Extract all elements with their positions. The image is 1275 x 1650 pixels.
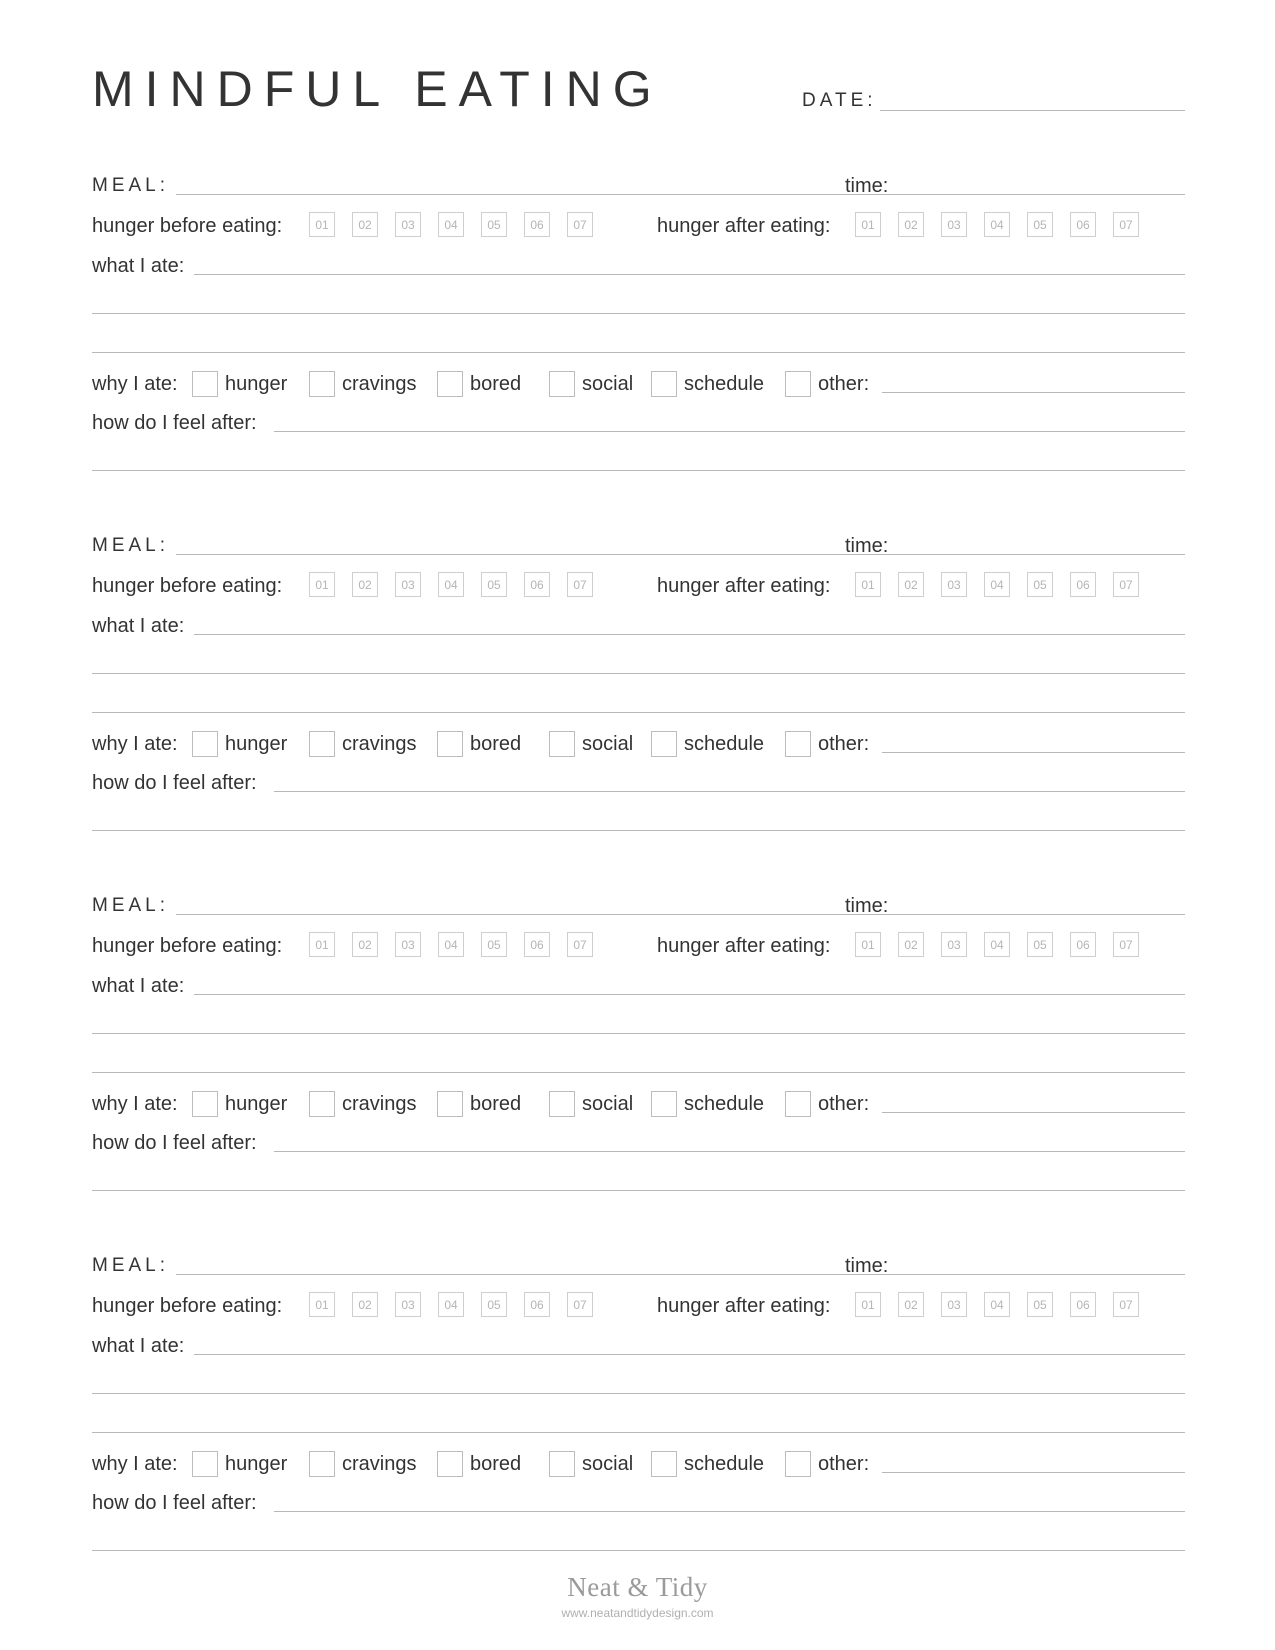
what-ate-row: [92, 614, 1185, 644]
reason-bored-label: bored: [470, 1453, 522, 1475]
reason-bored-label: bored: [470, 1093, 522, 1115]
feel-row: [92, 771, 1185, 801]
feel-line-1[interactable]: [274, 431, 1185, 432]
why-ate-label: why I ate:: [92, 1453, 178, 1475]
hunger-before-3[interactable]: 03: [395, 572, 421, 597]
hunger-before-scale: [309, 212, 593, 237]
reason-other-label: other:: [818, 1453, 870, 1475]
hunger-before-scale: [309, 932, 593, 957]
hunger-before-1[interactable]: 01: [309, 1292, 335, 1317]
hunger-after-2[interactable]: 02: [898, 212, 924, 237]
what-ate-row: [92, 974, 1185, 1004]
reason-bored-label: bored: [470, 733, 522, 755]
feel-label: how do I feel after:: [92, 1132, 257, 1154]
meal-section-1: [92, 174, 1185, 494]
time-line[interactable]: [899, 1274, 1185, 1275]
hunger-row: [92, 1294, 1185, 1324]
reason-social-checkbox[interactable]: [549, 1451, 575, 1477]
hunger-after-label: hunger after eating:: [657, 935, 831, 957]
hunger-before-label: hunger before eating:: [92, 215, 283, 237]
page-title: MINDFUL EATING: [92, 61, 663, 117]
why-ate-label: why I ate:: [92, 1093, 178, 1115]
reason-other-checkbox[interactable]: [785, 731, 811, 757]
hunger-after-5[interactable]: 05: [1027, 932, 1053, 957]
other-reason-line[interactable]: [882, 1112, 1185, 1113]
hunger-before-scale: [309, 572, 593, 597]
hunger-before-7[interactable]: 07: [567, 572, 593, 597]
reason-cravings-label: cravings: [342, 1453, 417, 1475]
what-ate-line-2[interactable]: [92, 673, 1185, 674]
reason-social-label: social: [582, 1093, 634, 1115]
hunger-before-2[interactable]: 02: [352, 1292, 378, 1317]
feel-row: [92, 1131, 1185, 1161]
reason-cravings-checkbox[interactable]: [309, 1451, 335, 1477]
hunger-after-3[interactable]: 03: [941, 572, 967, 597]
hunger-after-4[interactable]: 04: [984, 212, 1010, 237]
reason-hunger-label: hunger: [225, 373, 288, 395]
reason-cravings-checkbox[interactable]: [309, 371, 335, 397]
meal-name-line[interactable]: [176, 194, 899, 195]
feel-label: how do I feel after:: [92, 412, 257, 434]
reason-other-checkbox[interactable]: [785, 1091, 811, 1117]
hunger-row: [92, 934, 1185, 964]
hunger-after-scale: [855, 1292, 1139, 1317]
hunger-after-7[interactable]: 07: [1113, 572, 1139, 597]
hunger-before-2[interactable]: 02: [352, 212, 378, 237]
hunger-before-6[interactable]: 06: [524, 932, 550, 957]
hunger-after-7[interactable]: 07: [1113, 932, 1139, 957]
reason-hunger-checkbox[interactable]: [192, 371, 218, 397]
feel-line-2[interactable]: [92, 1550, 1185, 1551]
hunger-after-6[interactable]: 06: [1070, 572, 1096, 597]
reason-bored-checkbox[interactable]: [437, 1451, 463, 1477]
other-reason-line[interactable]: [882, 752, 1185, 753]
reason-hunger-checkbox[interactable]: [192, 1451, 218, 1477]
hunger-after-3[interactable]: 03: [941, 932, 967, 957]
reason-cravings-checkbox[interactable]: [309, 731, 335, 757]
what-ate-line-2[interactable]: [92, 1393, 1185, 1394]
feel-line-1[interactable]: [274, 1151, 1185, 1152]
hunger-after-scale: [855, 932, 1139, 957]
hunger-before-1[interactable]: 01: [309, 572, 335, 597]
what-ate-line-3[interactable]: [92, 1432, 1185, 1433]
why-ate-row: [92, 372, 1185, 402]
hunger-after-5[interactable]: 05: [1027, 212, 1053, 237]
what-ate-line-1[interactable]: [194, 994, 1185, 995]
hunger-before-4[interactable]: 04: [438, 572, 464, 597]
hunger-after-1[interactable]: 01: [855, 212, 881, 237]
hunger-before-5[interactable]: 05: [481, 932, 507, 957]
other-reason-line[interactable]: [882, 1472, 1185, 1473]
hunger-after-4[interactable]: 04: [984, 932, 1010, 957]
meal-label: MEAL:: [92, 175, 170, 196]
brand-url: www.neatandtidydesign.com: [561, 1606, 714, 1620]
time-label: time:: [845, 1255, 889, 1277]
hunger-after-7[interactable]: 07: [1113, 1292, 1139, 1317]
feel-line-2[interactable]: [92, 1190, 1185, 1191]
hunger-before-6[interactable]: 06: [524, 1292, 550, 1317]
hunger-before-3[interactable]: 03: [395, 1292, 421, 1317]
hunger-after-6[interactable]: 06: [1070, 1292, 1096, 1317]
why-ate-row: [92, 732, 1185, 762]
hunger-after-7[interactable]: 07: [1113, 212, 1139, 237]
other-reason-line[interactable]: [882, 392, 1185, 393]
reason-other-checkbox[interactable]: [785, 371, 811, 397]
what-ate-line-3[interactable]: [92, 352, 1185, 353]
feel-row: [92, 1491, 1185, 1521]
meal-name-line[interactable]: [176, 914, 899, 915]
hunger-after-6[interactable]: 06: [1070, 212, 1096, 237]
reason-cravings-checkbox[interactable]: [309, 1091, 335, 1117]
why-ate-row: [92, 1452, 1185, 1482]
what-ate-label: what I ate:: [92, 1335, 185, 1357]
hunger-after-1[interactable]: 01: [855, 1292, 881, 1317]
reason-other-label: other:: [818, 1093, 870, 1115]
meal-label: MEAL:: [92, 535, 170, 556]
meal-name-row: [92, 174, 1185, 204]
hunger-after-1[interactable]: 01: [855, 932, 881, 957]
hunger-after-scale: [855, 572, 1139, 597]
date-field[interactable]: [802, 90, 1185, 114]
reason-schedule-checkbox[interactable]: [651, 731, 677, 757]
meal-name-line[interactable]: [176, 1274, 899, 1275]
feel-line-1[interactable]: [274, 1511, 1185, 1512]
reason-schedule-label: schedule: [684, 1453, 765, 1475]
reason-social-checkbox[interactable]: [549, 371, 575, 397]
hunger-row: [92, 214, 1185, 244]
feel-row: [92, 411, 1185, 441]
reason-cravings-label: cravings: [342, 373, 417, 395]
hunger-after-2[interactable]: 02: [898, 932, 924, 957]
hunger-before-scale: [309, 1292, 593, 1317]
reason-schedule-checkbox[interactable]: [651, 1451, 677, 1477]
what-ate-line-2[interactable]: [92, 313, 1185, 314]
hunger-after-1[interactable]: 01: [855, 572, 881, 597]
hunger-after-scale: [855, 212, 1139, 237]
hunger-before-4[interactable]: 04: [438, 212, 464, 237]
hunger-before-2[interactable]: 02: [352, 932, 378, 957]
hunger-after-label: hunger after eating:: [657, 1295, 831, 1317]
time-line[interactable]: [899, 194, 1185, 195]
reason-schedule-checkbox[interactable]: [651, 371, 677, 397]
reason-hunger-checkbox[interactable]: [192, 1091, 218, 1117]
hunger-before-7[interactable]: 07: [567, 1292, 593, 1317]
reason-cravings-label: cravings: [342, 733, 417, 755]
feel-line-1[interactable]: [274, 791, 1185, 792]
hunger-before-label: hunger before eating:: [92, 1295, 283, 1317]
hunger-before-7[interactable]: 07: [567, 212, 593, 237]
meal-name-row: [92, 1254, 1185, 1284]
hunger-before-7[interactable]: 07: [567, 932, 593, 957]
brand-logo: Neat & Tidy: [567, 1572, 708, 1602]
reason-schedule-checkbox[interactable]: [651, 1091, 677, 1117]
hunger-before-2[interactable]: 02: [352, 572, 378, 597]
date-line[interactable]: [880, 110, 1185, 111]
time-line[interactable]: [899, 914, 1185, 915]
reason-social-label: social: [582, 1453, 634, 1475]
reason-hunger-label: hunger: [225, 1093, 288, 1115]
reason-social-checkbox[interactable]: [549, 1091, 575, 1117]
hunger-after-3[interactable]: 03: [941, 212, 967, 237]
hunger-before-label: hunger before eating:: [92, 575, 283, 597]
hunger-before-1[interactable]: 01: [309, 212, 335, 237]
hunger-after-4[interactable]: 04: [984, 1292, 1010, 1317]
what-ate-label: what I ate:: [92, 615, 185, 637]
reason-schedule-label: schedule: [684, 733, 765, 755]
reason-bored-checkbox[interactable]: [437, 731, 463, 757]
hunger-before-5[interactable]: 05: [481, 1292, 507, 1317]
meal-name-row: [92, 894, 1185, 924]
hunger-after-2[interactable]: 02: [898, 572, 924, 597]
hunger-after-3[interactable]: 03: [941, 1292, 967, 1317]
hunger-after-6[interactable]: 06: [1070, 932, 1096, 957]
reason-other-label: other:: [818, 733, 870, 755]
meal-section-3: [92, 894, 1185, 1214]
what-ate-row: [92, 1334, 1185, 1364]
what-ate-line-3[interactable]: [92, 712, 1185, 713]
feel-label: how do I feel after:: [92, 1492, 257, 1514]
reason-bored-checkbox[interactable]: [437, 1091, 463, 1117]
hunger-before-4[interactable]: 04: [438, 932, 464, 957]
hunger-before-label: hunger before eating:: [92, 935, 283, 957]
meal-section-4: [92, 1254, 1185, 1574]
hunger-after-4[interactable]: 04: [984, 572, 1010, 597]
reason-social-checkbox[interactable]: [549, 731, 575, 757]
what-ate-line-1[interactable]: [194, 634, 1185, 635]
reason-cravings-label: cravings: [342, 1093, 417, 1115]
hunger-before-5[interactable]: 05: [481, 212, 507, 237]
feel-label: how do I feel after:: [92, 772, 257, 794]
reason-other-checkbox[interactable]: [785, 1451, 811, 1477]
hunger-after-label: hunger after eating:: [657, 215, 831, 237]
time-line[interactable]: [899, 554, 1185, 555]
reason-hunger-checkbox[interactable]: [192, 731, 218, 757]
hunger-after-5[interactable]: 05: [1027, 1292, 1053, 1317]
reason-schedule-label: schedule: [684, 1093, 765, 1115]
what-ate-line-3[interactable]: [92, 1072, 1185, 1073]
why-ate-label: why I ate:: [92, 733, 178, 755]
hunger-after-5[interactable]: 05: [1027, 572, 1053, 597]
date-label: DATE:: [802, 90, 877, 111]
hunger-before-3[interactable]: 03: [395, 932, 421, 957]
hunger-before-4[interactable]: 04: [438, 1292, 464, 1317]
time-label: time:: [845, 175, 889, 197]
hunger-before-5[interactable]: 05: [481, 572, 507, 597]
feel-line-2[interactable]: [92, 470, 1185, 471]
reason-social-label: social: [582, 733, 634, 755]
what-ate-line-2[interactable]: [92, 1033, 1185, 1034]
what-ate-row: [92, 254, 1185, 284]
hunger-before-6[interactable]: 06: [524, 572, 550, 597]
why-ate-label: why I ate:: [92, 373, 178, 395]
meal-section-2: [92, 534, 1185, 854]
reason-social-label: social: [582, 373, 634, 395]
meal-name-line[interactable]: [176, 554, 899, 555]
hunger-row: [92, 574, 1185, 604]
hunger-before-1[interactable]: 01: [309, 932, 335, 957]
hunger-after-label: hunger after eating:: [657, 575, 831, 597]
what-ate-label: what I ate:: [92, 975, 185, 997]
time-label: time:: [845, 535, 889, 557]
what-ate-label: what I ate:: [92, 255, 185, 277]
reason-hunger-label: hunger: [225, 1453, 288, 1475]
reason-schedule-label: schedule: [684, 373, 765, 395]
feel-line-2[interactable]: [92, 830, 1185, 831]
meal-name-row: [92, 534, 1185, 564]
reason-bored-checkbox[interactable]: [437, 371, 463, 397]
reason-other-label: other:: [818, 373, 870, 395]
reason-hunger-label: hunger: [225, 733, 288, 755]
what-ate-line-1[interactable]: [194, 274, 1185, 275]
why-ate-row: [92, 1092, 1185, 1122]
what-ate-line-1[interactable]: [194, 1354, 1185, 1355]
hunger-after-2[interactable]: 02: [898, 1292, 924, 1317]
hunger-before-3[interactable]: 03: [395, 212, 421, 237]
time-label: time:: [845, 895, 889, 917]
meal-label: MEAL:: [92, 1255, 170, 1276]
meal-label: MEAL:: [92, 895, 170, 916]
reason-bored-label: bored: [470, 373, 522, 395]
hunger-before-6[interactable]: 06: [524, 212, 550, 237]
